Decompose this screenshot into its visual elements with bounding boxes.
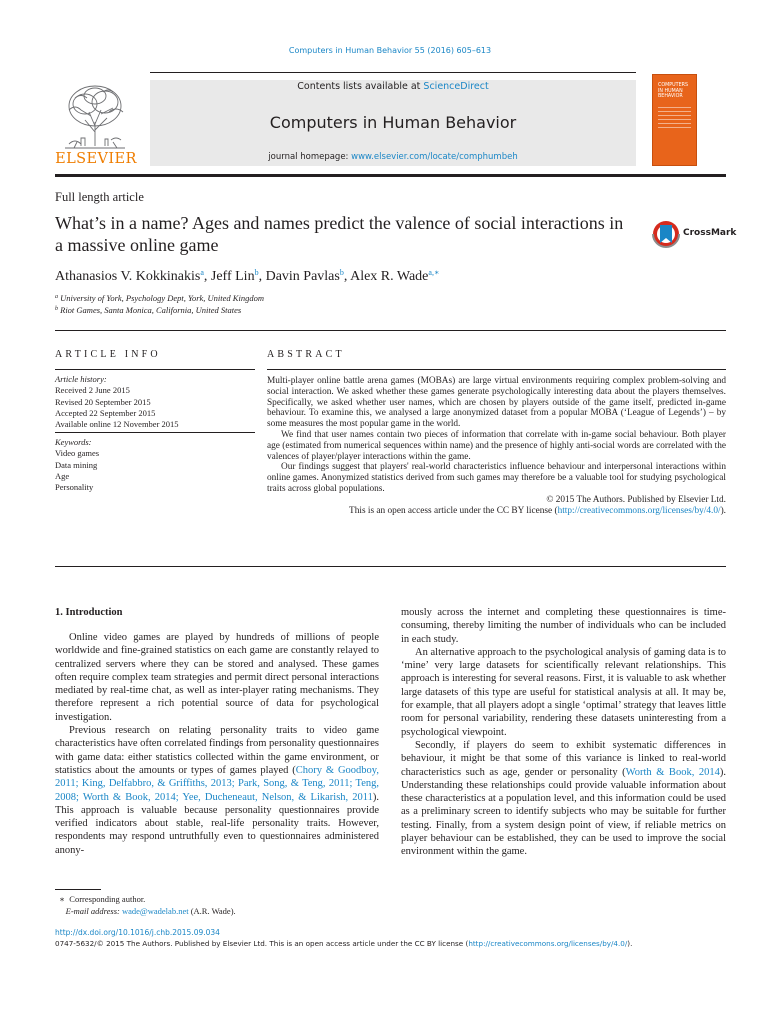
corresponding-author-note: [55, 893, 455, 905]
author-separator: ,: [203, 269, 211, 284]
sciencedirect-link[interactable]: ScienceDirect: [423, 81, 489, 92]
cover-text-lines: [658, 107, 691, 131]
author-name: Jeff Lin: [210, 269, 255, 284]
article-info-heading: ARTICLE INFO: [55, 349, 161, 360]
author-name: Davin Pavlas: [265, 269, 340, 284]
journal-reference-link[interactable]: Computers in Human Behavior 55 (2016) 605–613: [288, 46, 492, 55]
introduction-heading: 1. Introduction: [55, 607, 123, 618]
paragraph-text: Secondly, if players do seem to exhibit systematic differences in behaviour, it might be that some of this variance is linked to real-world characteristics such as age, gender or personality (: [401, 739, 726, 778]
author-list: [55, 268, 439, 285]
author-name: Athanasios V. Kokkinakis: [55, 269, 201, 284]
author-affiliation-marker[interactable]: a,∗: [428, 268, 440, 277]
license-suffix: ).: [720, 505, 726, 516]
keyword-item: Data mining: [55, 459, 98, 470]
keyword-item: Personality: [55, 482, 94, 493]
abstract-paragraph: Multi-player online battle arena games (MOBAs) are large virtual environments requiring complex problem-solving and social interaction. We asked whether these games generate psychologically interesting data about the players themselves. Specifically, we asked whether user names, which are chosen by players outside of the game itself, predicted in-game behaviour. To examine this, we analysed a large anonymized dataset from a popular MOBA (‘League of Legends’) – by some measures the most popular game in the world.: [267, 376, 726, 430]
citation-links[interactable]: Chory & Goodboy, 2011; King, Delfabbro, & Griffiths, 2013; Park, Song, & Teng, 2011; Teng, 2008; Worth & Book, 2014; Yee, Ducheneaut, Nelson, & Likarish, 2011: [55, 764, 379, 803]
history-online: Available online 12 November 2015: [55, 419, 179, 430]
abstract-license: [267, 506, 726, 517]
issn-prefix: 0747-5632/© 2015 The Authors. Published by Elsevier Ltd. This is an open access article under the CC BY license (: [55, 939, 469, 948]
article-title: What’s in a name? Ages and names predict the valence of social interactions in a massive online game: [55, 213, 624, 255]
article-type: Full length article: [55, 190, 144, 204]
affiliation-text: Riot Games, Santa Monica, California, United States: [60, 305, 242, 315]
issn-line: [55, 939, 745, 948]
journal-homepage-link[interactable]: www.elsevier.com/locate/comphumbeh: [351, 152, 518, 162]
homepage-prefix: journal homepage:: [268, 152, 352, 162]
body-paragraph: An alternative approach to the psychological analysis of gaming data is to ‘mine’ very large datasets for scientifically relevant relationships. This approach is interesting for several reasons. First, it is valuable to ask whether large datasets of this type are useful for statistical analysis at all. It may be, for example, that all players adopt a single ‘optimal’ strategy that leaves little room for personal variability, rendering these datasets uninteresting from a psychological viewpoint.: [401, 646, 726, 738]
journal-cover-thumbnail[interactable]: [652, 74, 697, 166]
paragraph-text: Previous research on relating personality traits to video game characteristics have often correlated findings from personality questionnaires with game data: either statistics collected within the game environment, or statistics about the amounts or types of games played (: [55, 725, 379, 776]
section-rule: [55, 566, 726, 567]
body-column-left: [55, 631, 379, 857]
affiliation-marker: a: [55, 294, 58, 300]
affiliation-text: University of York, Psychology Dept, York, United Kingdom: [60, 293, 264, 303]
issn-license-link[interactable]: http://creativecommons.org/licenses/by/4.0/: [468, 939, 628, 948]
history-label: Article history:: [55, 374, 107, 384]
abstract-body: [267, 376, 726, 516]
corresponding-mark: ∗: [59, 894, 66, 904]
author-separator: ,: [343, 269, 351, 284]
body-paragraph: [55, 724, 379, 857]
affiliation-a: [55, 293, 264, 303]
corresponding-text: Corresponding author.: [69, 894, 146, 904]
article-history: [55, 374, 255, 430]
crossmark-label[interactable]: CrossMark: [683, 228, 737, 238]
body-paragraph: Online video games are played by hundreds of millions of people worldwide and fine-grained statistics on each game are constantly relayed to centralized servers where they can be stored and analysed. These games often require complex team strategies and permit direct personal interactions mediated by real-time chat, as well as inter-player rating mechanisms. They therefore represent a rich potential source of data for psychological investigation.: [55, 632, 379, 723]
author-separator: ,: [258, 269, 266, 284]
keyword-item: Video games: [55, 448, 100, 459]
license-prefix: This is an open access article under the CC BY license (: [349, 505, 558, 516]
abstract-paragraph: We find that user names contain two pieces of information that correlate with in-game social behaviour. Both player age (estimated from numerical sequences within name) and the presence of highly anti-social words are correlated with the valences of player/player interactions within the game.: [267, 429, 726, 462]
journal-homepage-line: [150, 152, 636, 162]
history-revised: Revised 20 September 2015: [55, 396, 151, 407]
history-accepted: Accepted 22 September 2015: [55, 407, 156, 418]
footnote: [55, 893, 455, 917]
paragraph-text: ). Understanding these relationships could provide valuable information about these characteristics at a population level, and this information could be used as a preliminary screen to identify subjects who may be suitable for further testing. Finally, from a system design point of view, if reliable metrics on player behaviour can be established, they can be used to improve the social environment within the game.: [401, 766, 727, 858]
abstract-copyright: © 2015 The Authors. Published by Elsevier Ltd.: [546, 494, 726, 505]
journal-title: Computers in Human Behavior: [269, 113, 517, 132]
section-rule: [55, 330, 726, 331]
affiliation-marker: b: [55, 306, 58, 312]
body-paragraph: mously across the internet and completing these questionnaires is time-consuming, thereby limiting the number of individuals who can be included in each study.: [401, 607, 726, 645]
email-suffix: (A.R. Wade).: [188, 906, 236, 916]
author-name: Alex R. Wade: [350, 269, 429, 284]
email-label: E-mail address:: [65, 906, 120, 916]
history-received: Received 2 June 2015: [55, 385, 130, 396]
cover-title: COMPUTERS IN HUMAN BEHAVIOR: [658, 83, 689, 99]
keyword-item: Age: [55, 470, 70, 481]
abstract-heading: ABSTRACT: [267, 349, 345, 360]
email-link[interactable]: wade@wadelab.net: [121, 906, 189, 916]
keywords-list: [55, 437, 255, 493]
citation-link[interactable]: Worth & Book, 2014: [625, 766, 720, 778]
keywords-rule: [55, 432, 255, 433]
keywords-label: Keywords:: [55, 437, 92, 447]
elsevier-wordmark: ELSEVIER: [55, 151, 137, 167]
abstract-rule: [267, 369, 726, 370]
email-note: [55, 905, 455, 917]
doi-link[interactable]: http://dx.doi.org/10.1016/j.chb.2015.09.034: [55, 928, 220, 937]
body-column-right: [401, 606, 726, 859]
author-affiliation-marker[interactable]: a: [200, 268, 204, 277]
affiliation-b: [55, 305, 241, 315]
issn-suffix: ).: [627, 939, 633, 948]
author-affiliation-marker[interactable]: b: [339, 268, 344, 277]
contents-prefix: Contents lists available at: [297, 81, 424, 92]
body-paragraph: [401, 739, 726, 859]
article-info-rule: [55, 369, 255, 370]
header-rule: [150, 72, 636, 73]
header-thick-rule: [55, 174, 726, 177]
abstract-paragraph: Our findings suggest that players' real-world characteristics influence behaviour and interpersonal interactions within online games. Anonymized statistics derived from such games may therefore be a valuable tool for studying psychological traits across global populations.: [267, 462, 726, 494]
contents-available-line: [150, 81, 636, 92]
footnote-rule: [55, 889, 101, 890]
paragraph-text: ). This approach is valuable because personality questionnaires provide verified indicators about stable, real-life personality traits. However, respondents may respond untruthfully even to questionnaires administered anony-: [55, 791, 379, 856]
author-affiliation-marker[interactable]: b: [254, 268, 259, 277]
cc-license-link[interactable]: http://creativecommons.org/licenses/by/4.0/: [557, 505, 721, 516]
